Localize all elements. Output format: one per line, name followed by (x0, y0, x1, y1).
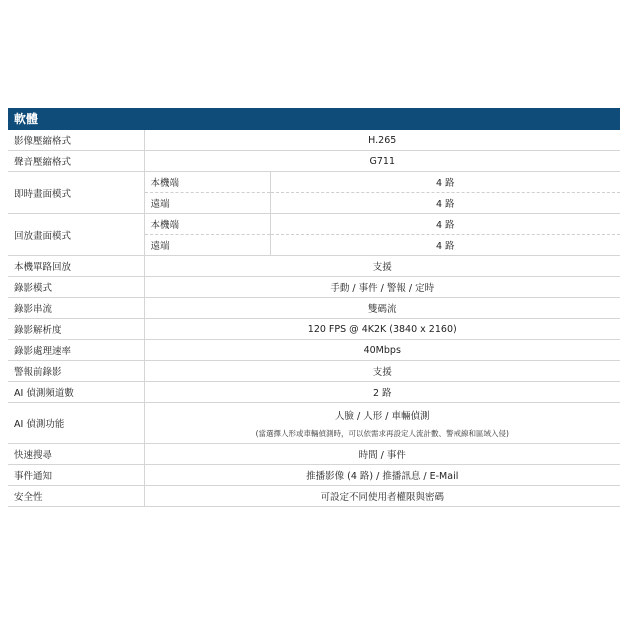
row-value: 40Mbps (144, 340, 620, 361)
table-row (8, 382, 620, 403)
row-label: 本機單路回放 (8, 256, 144, 277)
sub-label: 遠端 (144, 235, 270, 256)
row-value: 2 路 (144, 382, 620, 403)
row-label: 錄影解析度 (8, 319, 144, 340)
row-label: 即時畫面模式 (8, 172, 144, 214)
row-value: 推播影像 (4 路) / 推播訊息 / E-Mail (144, 465, 620, 486)
row-note: (當選擇人形或車輛偵測時，可以依需求再設定人流計數、警戒線和區域入侵) (255, 428, 509, 438)
row-label: 影像壓縮格式 (8, 130, 144, 151)
row-value: 可設定不同使用者權限與密碼 (144, 486, 620, 507)
row-label: 安全性 (8, 486, 144, 507)
table-row (8, 340, 620, 361)
row-label: AI 偵測頻道數 (8, 382, 144, 403)
row-label: 回放畫面模式 (8, 214, 144, 256)
row-label: 錄影處理速率 (8, 340, 144, 361)
row-value: 支援 (144, 256, 620, 277)
table-row (8, 298, 620, 319)
row-value: H.265 (144, 130, 620, 151)
row-value: 人臉 / 人形 / 車輛偵測 (335, 410, 430, 422)
row-value: 4 路 (270, 214, 620, 235)
table-row (8, 256, 620, 277)
row-value: 手動 / 事件 / 警報 / 定時 (144, 277, 620, 298)
sub-label: 本機端 (144, 214, 270, 235)
row-value: 120 FPS @ 4K2K (3840 x 2160) (144, 319, 620, 340)
row-value: 4 路 (270, 172, 620, 193)
row-label: 聲音壓縮格式 (8, 151, 144, 172)
row-label: 快速搜尋 (8, 444, 144, 465)
row-label: 事件通知 (8, 465, 144, 486)
table-row (8, 465, 620, 486)
row-label: 錄影模式 (8, 277, 144, 298)
row-label: 錄影串流 (8, 298, 144, 319)
table-row (8, 486, 620, 507)
row-value: 雙碼流 (144, 298, 620, 319)
table-row (8, 130, 620, 151)
row-value: 4 路 (270, 235, 620, 256)
table-row (8, 214, 620, 235)
section-header: 軟體 (8, 108, 620, 130)
row-value: 4 路 (270, 193, 620, 214)
table-row (8, 151, 620, 172)
table-row (8, 361, 620, 382)
row-value: 支援 (144, 361, 620, 382)
row-value: 時間 / 事件 (144, 444, 620, 465)
sub-label: 遠端 (144, 193, 270, 214)
table-row (8, 319, 620, 340)
sub-label: 本機端 (144, 172, 270, 193)
table-row (8, 444, 620, 465)
spec-table (8, 130, 620, 507)
row-value-cell (144, 403, 620, 444)
table-row (8, 403, 620, 444)
table-row (8, 172, 620, 193)
spec-panel (8, 108, 620, 507)
row-label: AI 偵測功能 (8, 403, 144, 444)
row-label: 警報前錄影 (8, 361, 144, 382)
row-value: G711 (144, 151, 620, 172)
table-row (8, 277, 620, 298)
